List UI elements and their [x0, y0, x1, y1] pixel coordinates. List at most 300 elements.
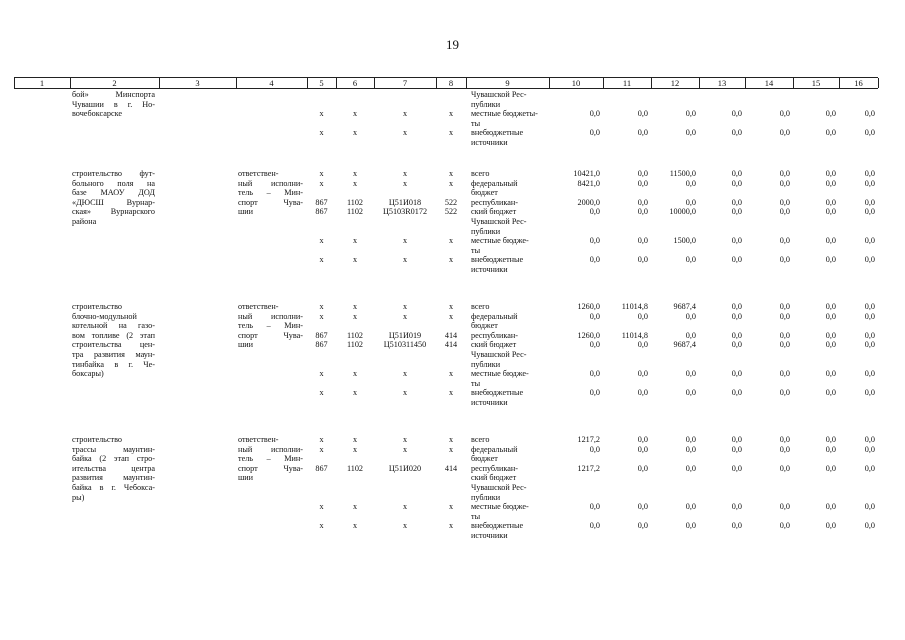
budget-code-csr: Ц5103R0172: [382, 207, 428, 217]
object-name-line: строительство: [72, 435, 123, 444]
amount-cell: 0,0: [731, 128, 742, 138]
amount-cell: 1260,0: [577, 302, 600, 311]
budget-code-csr: Ц510311450: [383, 340, 427, 350]
budget-code-rz: x: [352, 369, 358, 379]
amount-cell: 0,0: [685, 109, 696, 119]
amount-cell: 0,0: [731, 330, 742, 340]
funding-source-line: публики: [471, 359, 501, 369]
amount-cell: 0,0: [779, 255, 790, 265]
funding-source-line: ты: [471, 511, 481, 521]
budget-code-gp: x: [319, 311, 324, 321]
budget-code-rz: x: [352, 521, 358, 531]
funding-source-line: местные бюдже-: [471, 502, 529, 512]
amount-cell: 0,0: [864, 255, 875, 265]
amount-cell: 0,0: [779, 128, 790, 138]
budget-code-vr: x: [448, 521, 454, 531]
funding-source-line: всего: [471, 169, 490, 178]
funding-source-line: бюджет: [471, 188, 498, 198]
funding-source-line: ский бюджет: [471, 207, 517, 217]
amount-cell: 0,0: [731, 463, 742, 473]
object-name-line: строительства цен-: [72, 340, 155, 350]
responsible-executor-line: ный исполни-: [238, 178, 303, 188]
amount-cell: 0,0: [637, 340, 648, 350]
amount-cell: 1217,2: [577, 463, 600, 473]
column-divider: [878, 78, 879, 88]
column-divider: [374, 78, 375, 88]
budget-code-vr: x: [448, 502, 454, 512]
funding-source-line: республикан-: [471, 197, 518, 207]
budget-code-rz: x: [352, 128, 358, 138]
object-name-line: вочебоксарске: [72, 109, 122, 119]
amount-cell: 0,0: [779, 302, 790, 311]
budget-code-rz: 1102: [346, 330, 364, 340]
amount-cell: 0,0: [864, 169, 875, 178]
amount-cell: 0,0: [637, 178, 648, 188]
budget-code-rz: x: [352, 388, 358, 398]
column-divider: [839, 78, 840, 88]
amount-cell: 0,0: [637, 463, 648, 473]
amount-cell: 0,0: [864, 128, 875, 138]
column-header-9: 9: [505, 78, 510, 88]
funding-source-line: бюджет: [471, 321, 498, 331]
amount-cell: 0,0: [864, 109, 875, 119]
budget-code-vr: x: [448, 255, 454, 265]
column-divider: [793, 78, 794, 88]
amount-cell: 11014,8: [621, 302, 648, 311]
amount-cell: 0,0: [731, 388, 742, 398]
amount-cell: 0,0: [685, 521, 696, 531]
amount-cell: 0,0: [864, 463, 875, 473]
amount-cell: 0,0: [731, 236, 742, 246]
column-divider: [236, 78, 237, 88]
amount-cell: 0,0: [779, 236, 790, 246]
budget-code-vr: x: [448, 388, 454, 398]
budget-code-vr: x: [448, 109, 454, 119]
funding-source-line: источники: [471, 531, 508, 540]
amount-cell: 0,0: [589, 128, 600, 138]
amount-cell: 0,0: [589, 521, 600, 531]
amount-cell: 0,0: [864, 340, 875, 350]
amount-cell: 0,0: [825, 207, 836, 217]
budget-code-vr: 414: [444, 340, 458, 350]
funding-source-line: федеральный: [471, 178, 518, 188]
amount-cell: 0,0: [779, 444, 790, 454]
amount-cell: 0,0: [637, 128, 648, 138]
budget-code-csr: x: [402, 388, 408, 398]
amount-cell: 0,0: [589, 255, 600, 265]
budget-code-csr: Ц51И020: [388, 463, 422, 473]
funding-source-line: ский бюджет: [471, 340, 517, 350]
budget-code-csr: x: [402, 128, 408, 138]
amount-cell: 0,0: [731, 197, 742, 207]
funding-source-line: внебюджетные: [471, 255, 524, 265]
amount-cell: 0,0: [589, 109, 600, 119]
budget-code-vr: 522: [444, 197, 458, 207]
funding-source-line: публики: [471, 492, 501, 502]
amount-cell: 0,0: [731, 302, 742, 311]
amount-cell: 0,0: [864, 444, 875, 454]
amount-cell: 0,0: [685, 388, 696, 398]
funding-source-line: всего: [471, 302, 490, 311]
amount-cell: 0,0: [731, 521, 742, 531]
column-divider: [159, 78, 160, 88]
amount-cell: 1260,0: [577, 330, 600, 340]
object-name-line: ры): [72, 492, 85, 502]
funding-source-line: местные бюдже-: [471, 236, 529, 246]
amount-cell: 0,0: [637, 502, 648, 512]
amount-cell: 0,0: [685, 178, 696, 188]
amount-cell: 0,0: [589, 369, 600, 379]
budget-code-gp: x: [319, 502, 324, 512]
responsible-executor-line: ный исполни-: [238, 444, 303, 454]
funding-source-line: источники: [471, 398, 508, 407]
column-divider: [549, 78, 550, 88]
object-name-line: байка (2 этап стро-: [72, 454, 155, 464]
budget-code-vr: x: [448, 178, 454, 188]
amount-cell: 0,0: [779, 197, 790, 207]
object-name-line: строительство фут-: [72, 169, 155, 178]
amount-cell: 10421,0: [573, 169, 600, 178]
column-header-14: 14: [764, 78, 774, 88]
amount-cell: 0,0: [731, 502, 742, 512]
amount-cell: 0,0: [637, 388, 648, 398]
budget-code-csr: x: [402, 369, 408, 379]
budget-code-csr: x: [402, 521, 408, 531]
budget-code-gp: x: [319, 178, 324, 188]
amount-cell: 0,0: [864, 207, 875, 217]
amount-cell: 0,0: [825, 369, 836, 379]
budget-code-csr: Ц51И019: [388, 330, 422, 340]
amount-cell: 0,0: [779, 502, 790, 512]
amount-cell: 0,0: [825, 388, 836, 398]
responsible-executor-line: спорт Чува-: [238, 463, 303, 473]
funding-source-line: ский бюджет: [471, 473, 517, 483]
budget-code-gp: x: [319, 435, 324, 444]
object-name-line: бой» Минспорта: [72, 90, 155, 99]
budget-code-gp: 867: [315, 330, 328, 340]
budget-code-csr: x: [402, 444, 408, 454]
funding-source-line: Чувашской Рес-: [471, 350, 527, 359]
amount-cell: 0,0: [731, 435, 742, 444]
budget-code-csr: x: [402, 109, 408, 119]
budget-code-csr: x: [402, 255, 408, 265]
budget-code-csr: x: [402, 502, 408, 512]
amount-cell: 0,0: [825, 128, 836, 138]
responsible-executor-line: спорт Чува-: [238, 197, 303, 207]
amount-cell: 0,0: [589, 311, 600, 321]
amount-cell: 0,0: [825, 463, 836, 473]
object-name-line: вом топливе (2 этап: [72, 330, 155, 340]
amount-cell: 0,0: [637, 311, 648, 321]
budget-code-gp: 867: [315, 207, 328, 217]
column-header-1: 1: [39, 78, 45, 88]
amount-cell: 0,0: [825, 311, 836, 321]
funding-source-line: ты: [471, 118, 481, 128]
column-header-2: 2: [112, 78, 117, 88]
amount-cell: 0,0: [825, 502, 836, 512]
budget-code-vr: 414: [444, 463, 458, 473]
amount-cell: 0,0: [779, 178, 790, 188]
responsible-executor-line: шии: [238, 207, 254, 217]
amount-cell: 0,0: [825, 302, 836, 311]
column-header-6: 6: [352, 78, 358, 88]
amount-cell: 9687,4: [673, 340, 696, 350]
page-number: 19: [446, 37, 459, 52]
budget-code-vr: x: [448, 236, 454, 246]
object-name-line: тинбайка в г. Че-: [72, 359, 155, 369]
amount-cell: 0,0: [637, 109, 648, 119]
amount-cell: 0,0: [685, 128, 696, 138]
budget-code-rz: x: [352, 502, 358, 512]
budget-code-rz: x: [352, 255, 358, 265]
funding-source-line: всего: [471, 435, 490, 444]
funding-source-line: республикан-: [471, 463, 518, 473]
budget-code-rz: x: [352, 302, 358, 311]
amount-cell: 0,0: [779, 369, 790, 379]
budget-code-rz: x: [352, 178, 358, 188]
amount-cell: 0,0: [637, 169, 648, 178]
budget-code-gp: x: [319, 169, 324, 178]
responsible-executor-line: шии: [238, 340, 254, 350]
funding-source-line: бюджет: [471, 454, 498, 464]
amount-cell: 0,0: [864, 435, 875, 444]
object-name-line: больного поля на: [72, 178, 155, 188]
object-name-line: Чувашии в г. Но-: [72, 99, 155, 109]
funding-source-line: федеральный: [471, 311, 518, 321]
budget-code-rz: x: [352, 236, 358, 246]
funding-source-line: ты: [471, 378, 481, 388]
budget-code-gp: 867: [315, 197, 328, 207]
amount-cell: 2000,0: [577, 197, 600, 207]
budget-code-gp: x: [319, 444, 324, 454]
amount-cell: 0,0: [779, 435, 790, 444]
budget-code-csr: x: [402, 302, 408, 311]
amount-cell: 0,0: [731, 178, 742, 188]
column-divider: [745, 78, 746, 88]
column-header-5: 5: [319, 78, 324, 88]
budget-code-vr: x: [448, 128, 454, 138]
amount-cell: 0,0: [864, 236, 875, 246]
amount-cell: 0,0: [685, 435, 696, 444]
amount-cell: 0,0: [825, 178, 836, 188]
column-divider: [699, 78, 700, 88]
funding-source-line: внебюджетные: [471, 521, 524, 531]
funding-source-line: источники: [471, 138, 508, 147]
amount-cell: 0,0: [825, 255, 836, 265]
responsible-executor-line: ответствен-: [238, 169, 279, 178]
budget-code-gp: x: [319, 236, 324, 246]
column-header-row: [14, 77, 878, 89]
budget-code-rz: x: [352, 109, 358, 119]
column-header-4: 4: [269, 78, 274, 88]
amount-cell: 9687,4: [673, 302, 696, 311]
amount-cell: 0,0: [825, 109, 836, 119]
amount-cell: 0,0: [685, 197, 696, 207]
responsible-executor-line: шии: [238, 473, 254, 483]
amount-cell: 0,0: [637, 207, 648, 217]
budget-code-gp: x: [319, 369, 324, 379]
object-name-line: котельной на газо-: [72, 321, 155, 331]
object-name-line: блочно-модульной: [72, 311, 137, 321]
budget-code-vr: x: [448, 169, 454, 178]
amount-cell: 0,0: [825, 197, 836, 207]
amount-cell: 0,0: [685, 463, 696, 473]
column-header-15: 15: [811, 78, 821, 88]
budget-code-vr: x: [448, 444, 454, 454]
column-divider: [307, 78, 308, 88]
amount-cell: 0,0: [864, 302, 875, 311]
responsible-executor-line: тель – Мин-: [238, 321, 303, 331]
amount-cell: 0,0: [825, 330, 836, 340]
amount-cell: 0,0: [637, 521, 648, 531]
object-name-line: развития маунтин-: [72, 473, 155, 483]
budget-code-rz: 1102: [346, 197, 364, 207]
funding-source-line: федеральный: [471, 444, 518, 454]
amount-cell: 0,0: [589, 236, 600, 246]
amount-cell: 0,0: [731, 311, 742, 321]
responsible-executor-line: ответствен-: [238, 302, 279, 311]
budget-code-vr: 522: [444, 207, 458, 217]
budget-code-rz: x: [352, 444, 358, 454]
budget-code-gp: x: [319, 388, 324, 398]
budget-code-csr: Ц51И018: [388, 197, 422, 207]
amount-cell: 0,0: [864, 330, 875, 340]
amount-cell: 0,0: [825, 340, 836, 350]
amount-cell: 0,0: [731, 444, 742, 454]
amount-cell: 0,0: [731, 169, 742, 178]
budget-code-gp: x: [319, 109, 324, 119]
amount-cell: 0,0: [779, 207, 790, 217]
object-name-line: района: [72, 217, 97, 226]
amount-cell: 0,0: [589, 444, 600, 454]
amount-cell: 0,0: [825, 236, 836, 246]
budget-code-vr: 414: [444, 330, 458, 340]
budget-code-gp: 867: [315, 463, 328, 473]
funding-source-line: внебюджетные: [471, 128, 524, 138]
amount-cell: 0,0: [779, 340, 790, 350]
amount-cell: 0,0: [864, 369, 875, 379]
budget-code-csr: x: [402, 236, 408, 246]
amount-cell: 0,0: [779, 388, 790, 398]
amount-cell: 0,0: [864, 197, 875, 207]
budget-code-gp: x: [319, 255, 324, 265]
budget-code-rz: x: [352, 435, 358, 444]
amount-cell: 0,0: [637, 255, 648, 265]
amount-cell: 0,0: [825, 169, 836, 178]
column-divider: [14, 78, 15, 88]
amount-cell: 0,0: [779, 330, 790, 340]
funding-source-line: публики: [471, 226, 501, 236]
budget-code-gp: 867: [315, 340, 328, 350]
amount-cell: 0,0: [637, 435, 648, 444]
object-name-line: боксары): [72, 369, 104, 379]
column-header-11: 11: [622, 78, 632, 88]
funding-source-line: ты: [471, 245, 481, 255]
amount-cell: 0,0: [589, 207, 600, 217]
funding-source-line: Чувашской Рес-: [471, 483, 527, 492]
object-name-line: байка в г. Чебокса-: [72, 483, 155, 492]
responsible-executor-line: ный исполни-: [238, 311, 303, 321]
amount-cell: 0,0: [779, 311, 790, 321]
amount-cell: 0,0: [864, 178, 875, 188]
amount-cell: 0,0: [779, 521, 790, 531]
amount-cell: 0,0: [637, 369, 648, 379]
amount-cell: 0,0: [589, 502, 600, 512]
amount-cell: 0,0: [685, 444, 696, 454]
amount-cell: 1217,2: [577, 435, 600, 444]
funding-source-line: Чувашской Рес-: [471, 217, 527, 226]
object-name-line: тра развития маун-: [72, 350, 155, 359]
funding-source-line: республикан-: [471, 330, 518, 340]
amount-cell: 0,0: [731, 255, 742, 265]
amount-cell: 0,0: [779, 169, 790, 178]
object-name-line: «ДЮСШ Вурнар-: [72, 197, 155, 207]
object-name-line: базе МАОУ ДОД: [72, 188, 155, 198]
budget-code-gp: x: [319, 128, 324, 138]
amount-cell: 10000,0: [669, 207, 696, 217]
amount-cell: 11014,8: [621, 330, 648, 340]
amount-cell: 0,0: [864, 521, 875, 531]
amount-cell: 0,0: [731, 369, 742, 379]
budget-code-csr: x: [402, 178, 408, 188]
funding-source-line: местные бюджеты-: [471, 109, 538, 119]
amount-cell: 0,0: [637, 236, 648, 246]
amount-cell: 0,0: [825, 435, 836, 444]
amount-cell: 0,0: [685, 330, 696, 340]
budget-code-vr: x: [448, 302, 454, 311]
responsible-executor-line: тель – Мин-: [238, 188, 303, 198]
responsible-executor-line: спорт Чува-: [238, 330, 303, 340]
column-header-3: 3: [195, 78, 200, 88]
amount-cell: 0,0: [779, 463, 790, 473]
column-divider: [436, 78, 437, 88]
column-divider: [336, 78, 337, 88]
budget-code-vr: x: [448, 435, 454, 444]
amount-cell: 0,0: [731, 109, 742, 119]
column-header-8: 8: [448, 78, 454, 88]
column-divider: [466, 78, 467, 88]
object-name-line: строительство: [72, 302, 123, 311]
amount-cell: 0,0: [589, 340, 600, 350]
amount-cell: 0,0: [685, 369, 696, 379]
funding-source-line: внебюджетные: [471, 388, 524, 398]
column-divider: [70, 78, 71, 88]
budget-code-rz: 1102: [346, 463, 364, 473]
funding-source-line: публики: [471, 99, 501, 109]
budget-code-vr: x: [448, 311, 454, 321]
amount-cell: 1500,0: [673, 236, 696, 246]
responsible-executor-line: тель – Мин-: [238, 454, 303, 464]
budget-code-csr: x: [402, 169, 408, 178]
budget-code-rz: x: [352, 311, 358, 321]
column-divider: [603, 78, 604, 88]
amount-cell: 8421,0: [577, 178, 600, 188]
amount-cell: 0,0: [731, 207, 742, 217]
funding-source-line: местные бюдже-: [471, 369, 529, 379]
column-header-12: 12: [670, 78, 680, 88]
column-header-7: 7: [402, 78, 408, 88]
amount-cell: 0,0: [864, 502, 875, 512]
amount-cell: 0,0: [825, 521, 836, 531]
budget-code-gp: x: [319, 521, 324, 531]
budget-code-rz: 1102: [346, 340, 364, 350]
amount-cell: 0,0: [864, 311, 875, 321]
responsible-executor-line: ответствен-: [238, 435, 279, 444]
budget-code-csr: x: [402, 311, 408, 321]
budget-code-rz: x: [352, 169, 358, 178]
amount-cell: 0,0: [637, 197, 648, 207]
budget-code-rz: 1102: [346, 207, 364, 217]
